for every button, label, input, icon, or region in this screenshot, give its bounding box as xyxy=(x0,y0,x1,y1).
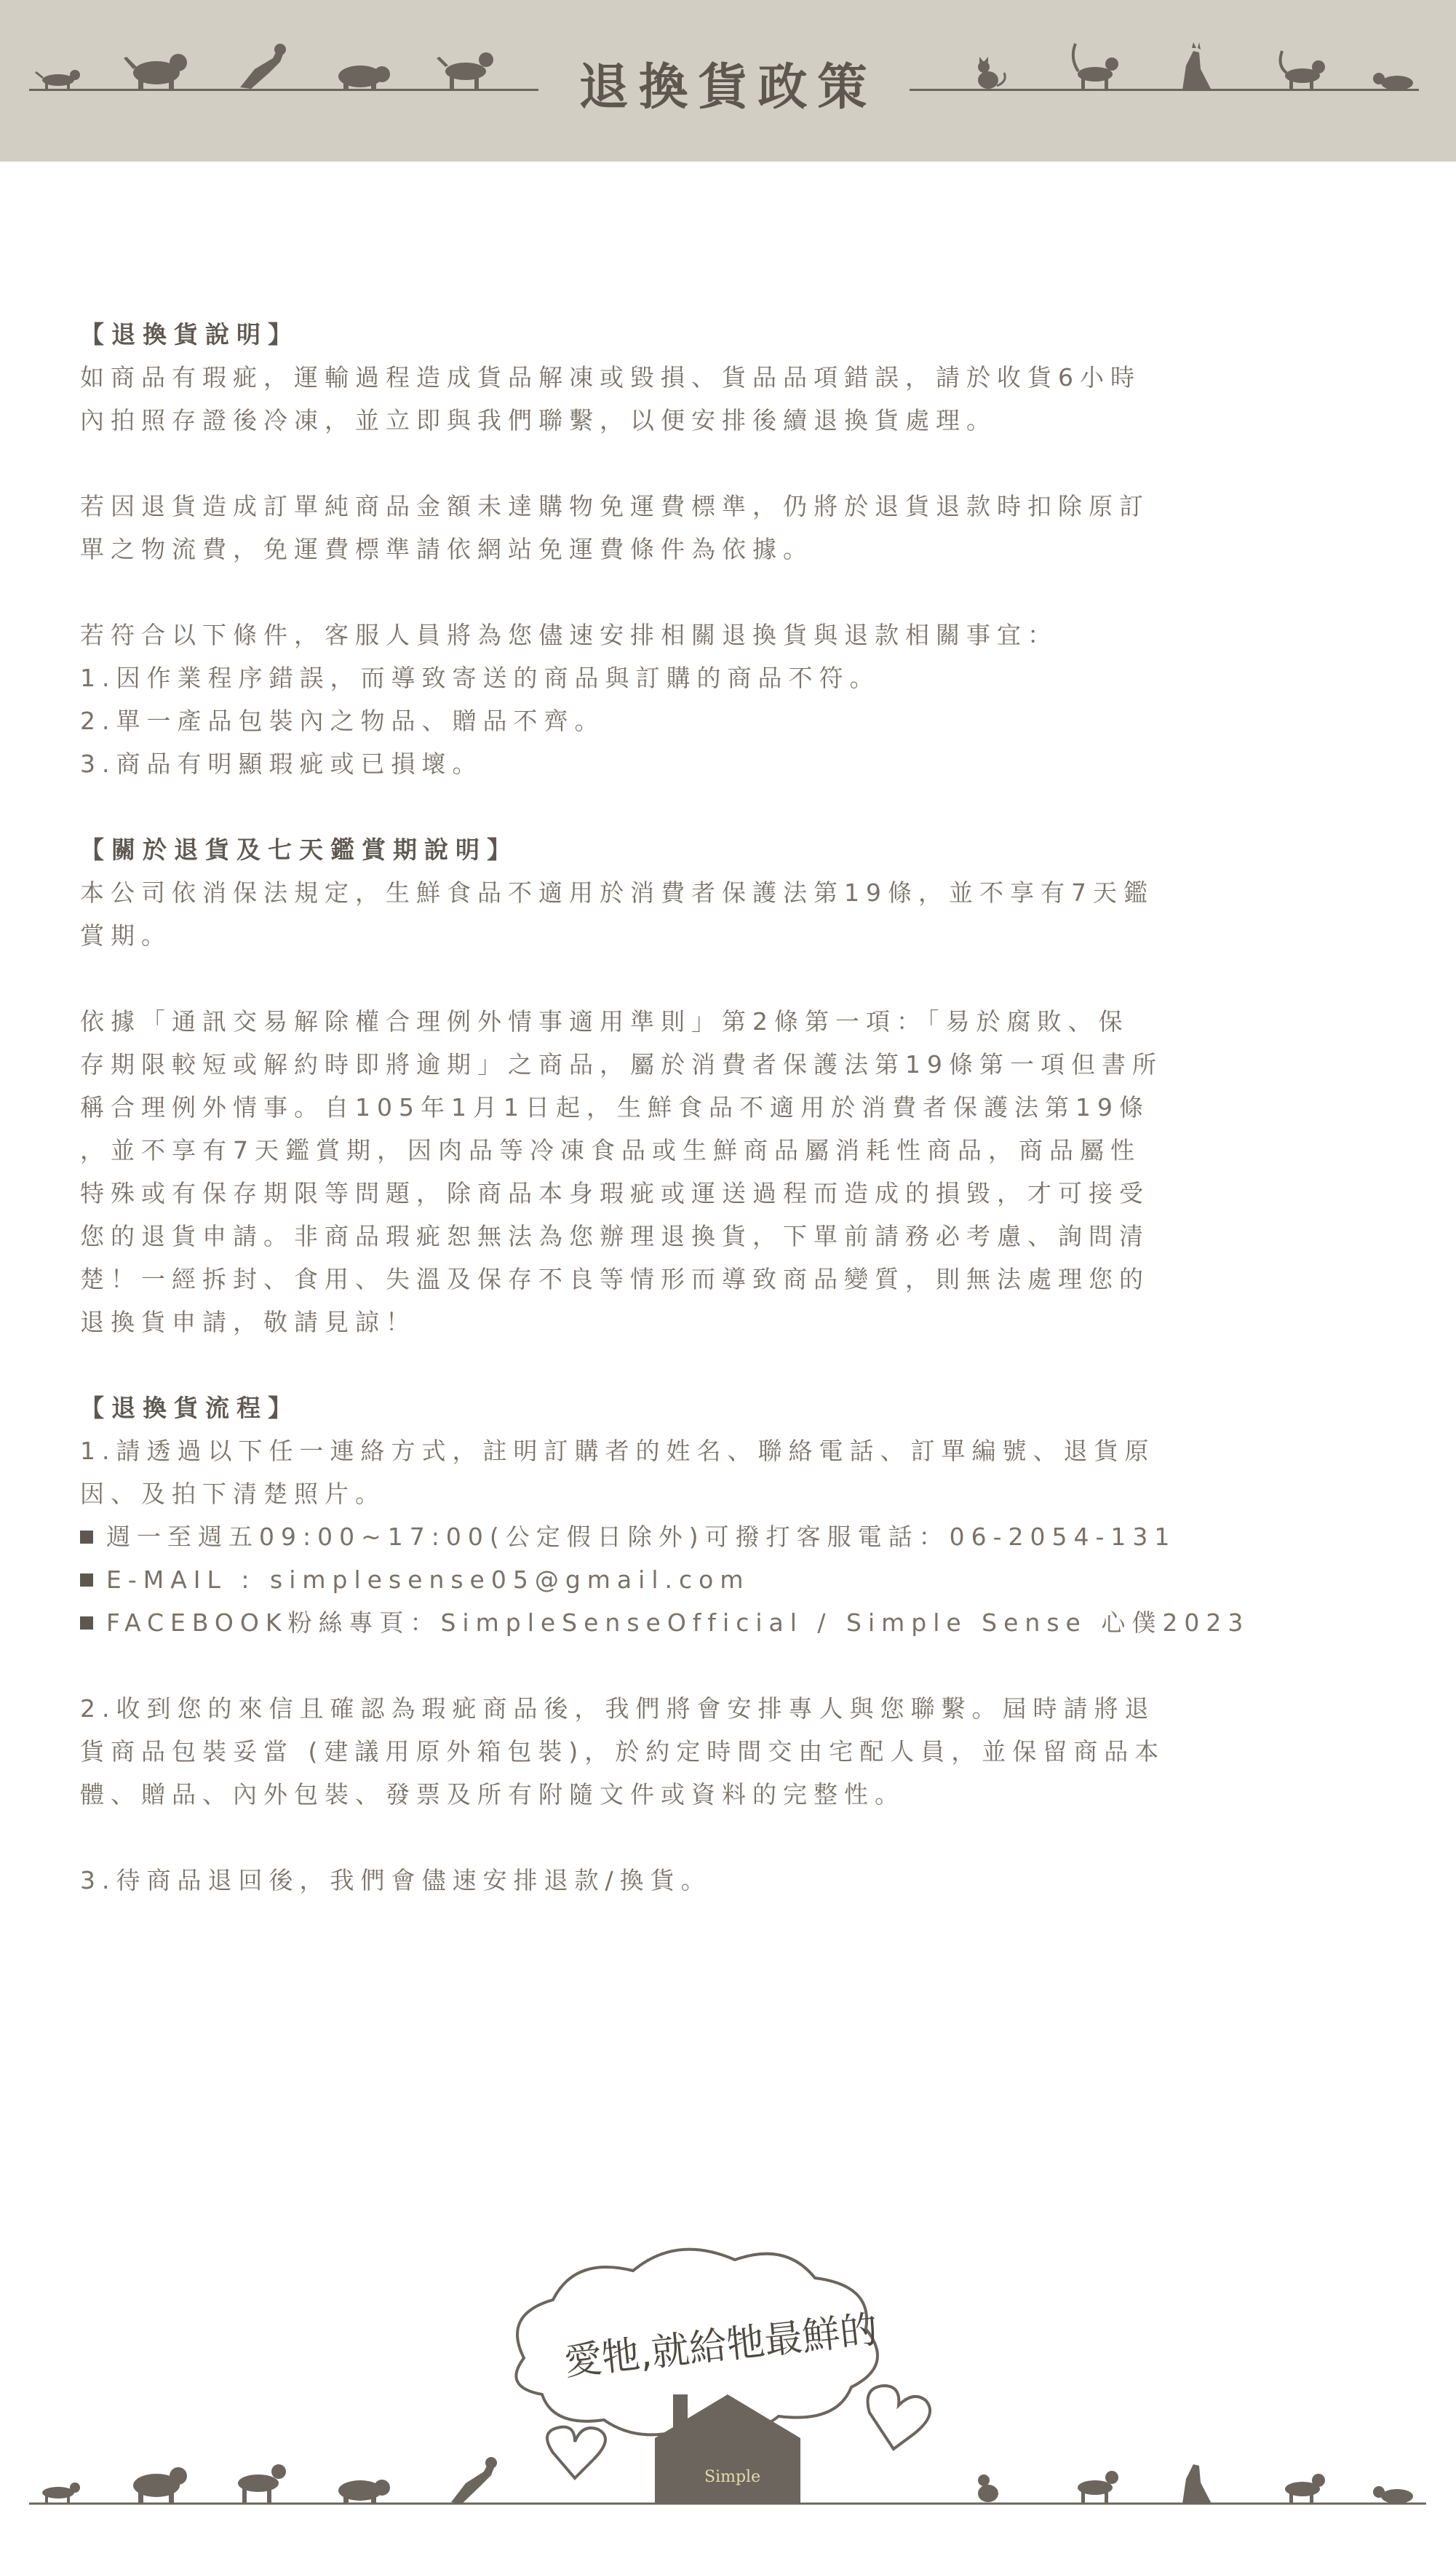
house-logo-text: Simple xyxy=(704,2468,761,2486)
text-line: 體、贈品、內外包裝、發票及所有附隨文件或資料的完整性。 xyxy=(80,1780,905,1809)
text-line: 稱合理例外情事。自105年1月1日起，生鮮食品不適用於消費者保護法第19條 xyxy=(80,1093,1150,1122)
text-line: 內拍照存證後冷凍，並立即與我們聯繫，以便安排後續退換貨處理。 xyxy=(80,406,997,434)
footer-illustration xyxy=(0,2220,1456,2553)
paragraph xyxy=(80,614,1375,785)
contact-email xyxy=(80,1558,1375,1601)
bulldog-icon xyxy=(338,2480,390,2504)
square-bullet-icon xyxy=(80,1616,93,1630)
text-line: 存期限較短或解約時即將逾期」之商品，屬於消費者保護法第19條第一項但書所 xyxy=(80,1050,1163,1079)
text-line: 2.收到您的來信且確認為瑕疵商品後，我們將會安排專人與您聯繫。屆時請將退 xyxy=(80,1694,1155,1723)
text-line: 1.請透過以下任一連絡方式，註明訂購者的姓名、聯絡電話、訂單編號、退貨原 xyxy=(80,1437,1155,1465)
house-icon xyxy=(655,2394,800,2504)
list-item: 3.商品有明顯瑕疵或已損壞。 xyxy=(80,750,483,778)
footer-slogan: 愛牠,就給牠最鮮的 xyxy=(562,2308,880,2385)
contact-email-text: E-MAIL : simplesense05@gmail.com xyxy=(106,1565,750,1594)
text-line: 單之物流費，免運費標準請依網站免運費條件為依據。 xyxy=(80,535,813,563)
contact-facebook-text: FACEBOOK粉絲專頁：SimpleSenseOfficial / Simple Sense 心僕2023 xyxy=(106,1608,1250,1637)
dachshund-icon xyxy=(42,2482,80,2503)
paragraph xyxy=(80,485,1375,571)
heart-outline-icon xyxy=(547,2427,605,2478)
text-line: 您的退貨申請。非商品瑕疵恕無法為您辦理退換貨，下單前請務必考慮、詢問清 xyxy=(80,1222,1150,1250)
section-return-explanation xyxy=(80,313,1375,785)
section-return-process xyxy=(80,1386,1375,1902)
step-1 xyxy=(80,1429,1375,1515)
text-line: 因、及拍下清楚照片。 xyxy=(80,1480,386,1508)
footer-art xyxy=(0,2220,1456,2553)
paragraph xyxy=(80,871,1375,957)
contact-facebook xyxy=(80,1601,1375,1644)
text-line: 3.待商品退回後，我們會儘速安排退款/換貨。 xyxy=(80,1866,712,1894)
policy-content xyxy=(80,313,1375,1945)
text-line: 貨商品包裝妥當 (建議用原外箱包裝)，於約定時間交由宅配人員，並保留商品本 xyxy=(80,1737,1166,1766)
cat-walking-icon xyxy=(1285,2474,1325,2504)
text-line: 特殊或有保存期限等問題，除商品本身瑕疵或運送過程而造成的損毀，才可接受 xyxy=(80,1179,1150,1207)
step-2 xyxy=(80,1687,1375,1816)
contact-phone xyxy=(80,1515,1375,1558)
text-line: 若因退貨造成訂單純商品金額未達購物免運費標準，仍將於退貨退款時扣除原訂 xyxy=(80,492,1150,520)
header-banner xyxy=(0,0,1456,162)
step-3 xyxy=(80,1859,1375,1902)
section-title: 【退換貨流程】 xyxy=(80,1394,299,1422)
text-line: 賞期。 xyxy=(80,921,172,950)
standing-dog-icon xyxy=(238,2464,286,2504)
contact-phone-text: 週一至週五09:00~17:00(公定假日除外)可撥打客服電話：06-2054-131 xyxy=(106,1523,1177,1551)
jumping-dog-icon xyxy=(451,2457,497,2504)
cat-sitting-tall-icon xyxy=(1182,2464,1212,2504)
page-title: 退換貨政策 xyxy=(578,59,878,116)
list-item: 1.因作業程序錯誤，而導致寄送的商品與訂購的商品不符。 xyxy=(80,664,880,692)
cat-standing-icon xyxy=(1078,2471,1118,2504)
section-title: 【關於退貨及七天鑑賞期說明】 xyxy=(80,836,518,864)
contact-list xyxy=(80,1515,1375,1644)
text-line: 退換貨申請，敬請見諒！ xyxy=(80,1308,416,1336)
list-item: 2.單一產品包裝內之物品、贈品不齊。 xyxy=(80,707,605,735)
text-line: 本公司依消保法規定，生鮮食品不適用於消費者保護法第19條，並不享有7天鑑 xyxy=(80,878,1154,907)
cat-sitting-icon xyxy=(978,2474,998,2502)
paragraph xyxy=(80,1000,1375,1344)
text-line: 若符合以下條件，客服人員將為您儘速安排相關退換貨與退款相關事宜： xyxy=(80,621,1058,649)
section-seven-day-period xyxy=(80,828,1375,1344)
text-line: 如商品有瑕疵，運輸過程造成貨品解凍或毀損、貨品品項錯誤，請於收貨6小時 xyxy=(80,363,1141,392)
square-bullet-icon xyxy=(80,1531,93,1544)
square-bullet-icon xyxy=(80,1573,93,1587)
cat-lying-icon xyxy=(1373,2486,1413,2504)
section-title: 【退換貨說明】 xyxy=(80,320,299,349)
text-line: 楚！一經拆封、食用、失溫及保存不良等情形而導致商品變質，則無法處理您的 xyxy=(80,1265,1150,1293)
text-line: 依據「通訊交易解除權合理例外情事適用準則」第2條第一項：「易於腐敗、保 xyxy=(80,1007,1129,1036)
paragraph xyxy=(80,356,1375,442)
dog-icon xyxy=(133,2467,187,2504)
heart-outline-icon xyxy=(868,2386,931,2449)
text-line: ，並不享有7天鑑賞期，因肉品等冷凍食品或生鮮商品屬消耗性商品，商品屬性 xyxy=(80,1136,1141,1164)
